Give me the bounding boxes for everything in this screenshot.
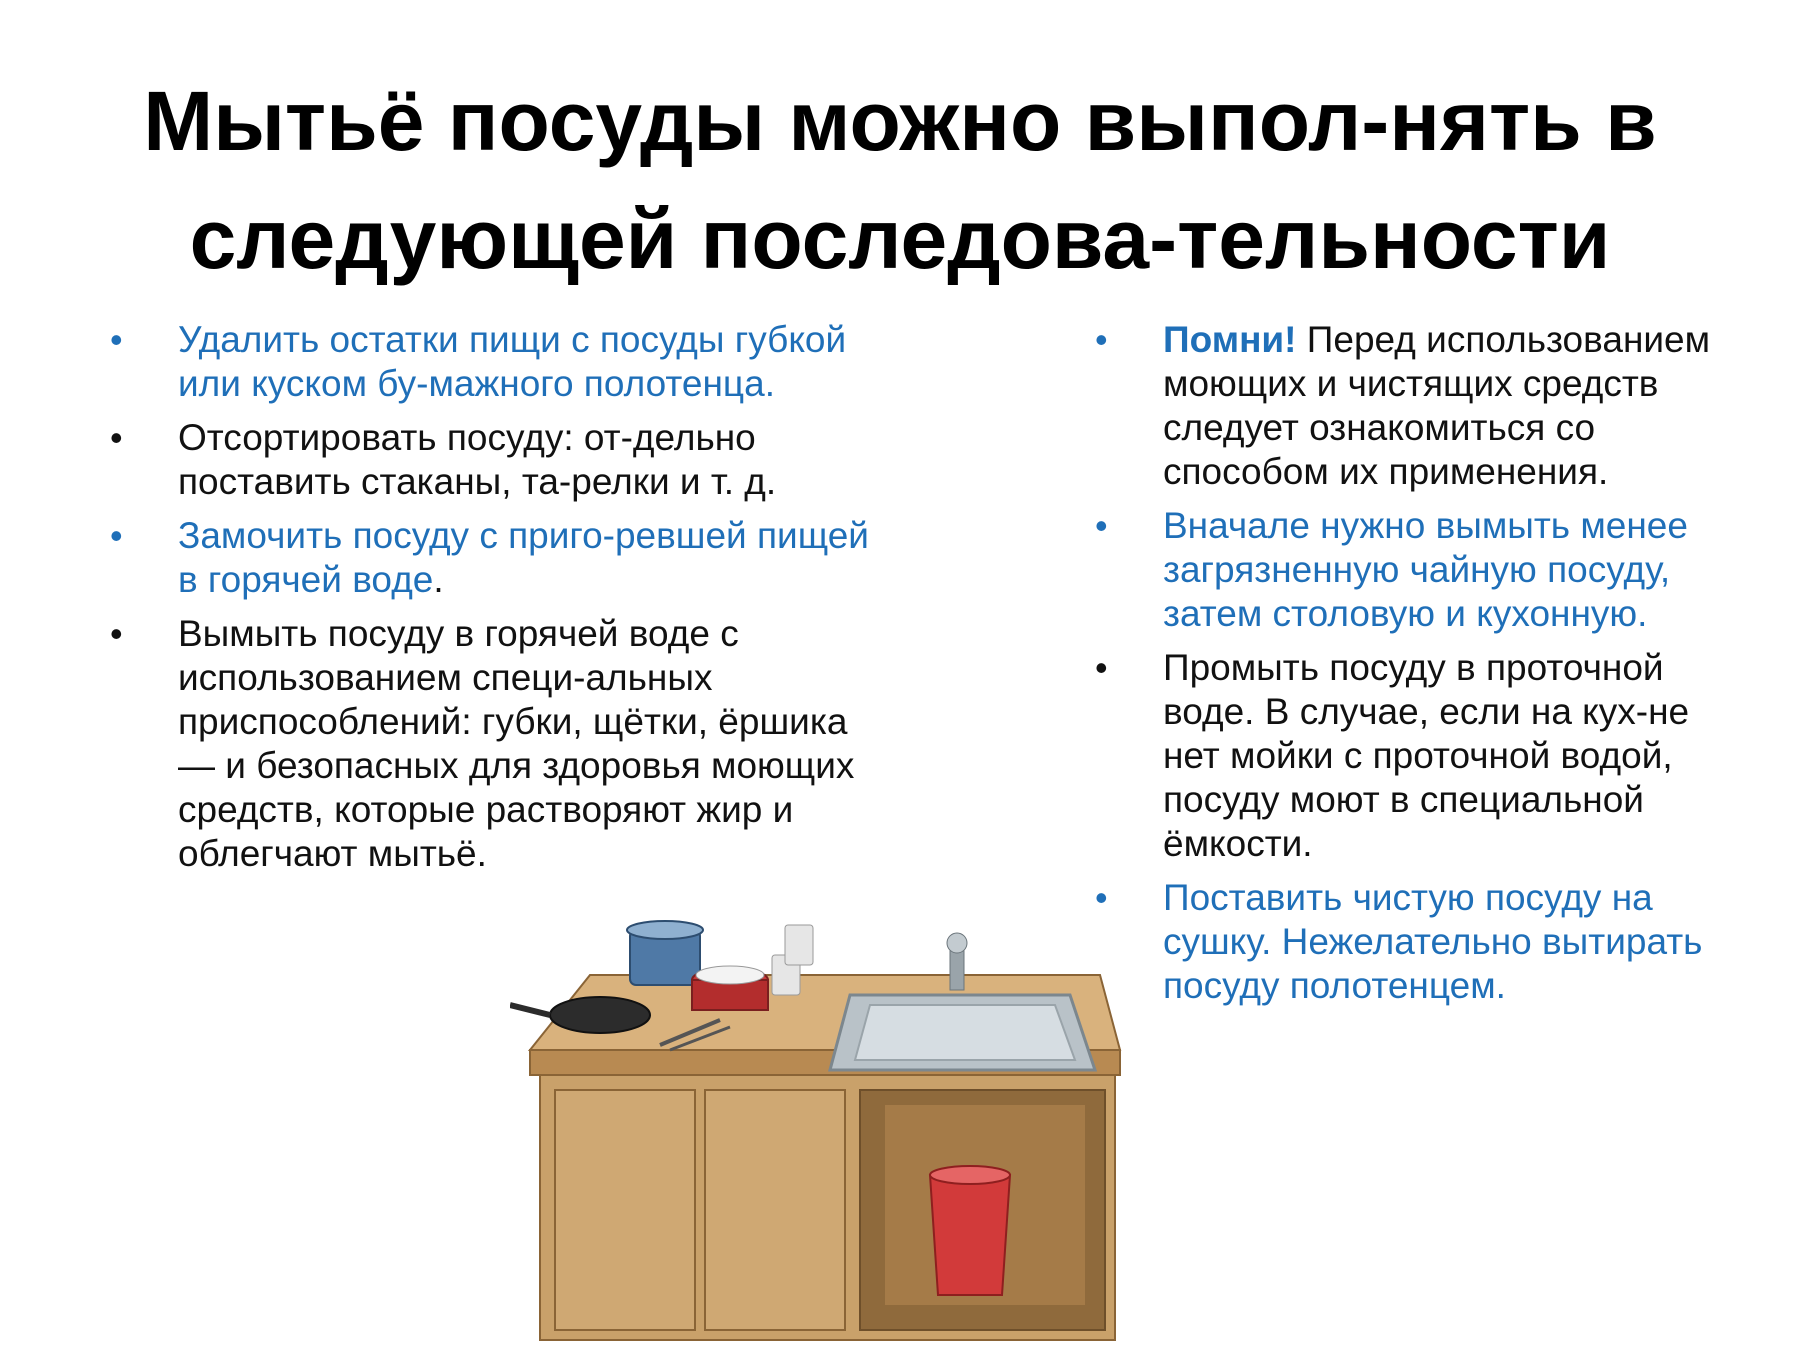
bullet-text: Удалить остатки пищи с посуды губкой или куском бу-мажного полотенца. <box>178 319 847 404</box>
bullet-icon: • <box>110 417 123 458</box>
bullet-icon: • <box>1095 319 1108 360</box>
bullet-text: Отсортировать посуду: от-дельно поставить стаканы, та-релки и т. д. <box>178 417 777 502</box>
bullet-icon: • <box>1095 505 1108 546</box>
bullet-text: Замочить посуду с приго-ревшей пищей в горячей воде <box>178 515 869 600</box>
bullet-icon: • <box>110 515 123 556</box>
slide-title <box>60 62 1740 298</box>
bullet-text: Перед использованием моющих и чистящих средств следует ознакомиться со способом их применения. <box>1163 319 1711 492</box>
bullet-item <box>110 612 870 876</box>
bullet-text: Поставить чистую посуду на сушку. Нежелательно вытирать посуду полотенцем. <box>1163 877 1703 1006</box>
bullet-item <box>110 416 870 504</box>
bullet-text: Вначале нужно вымыть менее загрязненную чайную посуду, затем столовую и кухонную. <box>1163 505 1688 634</box>
bullet-text-tail: . <box>433 559 444 600</box>
bullet-text: Вымыть посуду в горячей воде с использованием специ-альных приспособлений: губки, щётки, ёршика — и безопасных для здоровья моющих средств, которые растворяют жир и облегчают мытьё. <box>178 613 855 874</box>
bullet-text: Промыть посуду в проточной воде. В случае, если на кух-не нет мойки с проточной водой, посуду моют в специальной ёмкости. <box>1163 647 1690 864</box>
bullet-item <box>1095 646 1735 866</box>
kitchen-counter-icon <box>510 905 1130 1345</box>
bullet-icon: • <box>1095 877 1108 918</box>
right-column <box>1095 318 1735 1018</box>
bullet-item <box>1095 876 1735 1008</box>
title-line-1: Мытьё посуды можно выпол-нять в <box>143 74 1657 168</box>
bullet-icon: • <box>110 613 123 654</box>
bullet-icon: • <box>110 319 123 360</box>
kitchen-counter-illustration <box>510 905 1130 1345</box>
bullet-item <box>110 514 870 602</box>
left-column <box>110 318 870 886</box>
bullet-item <box>1095 504 1735 636</box>
bullet-lead: Помни! <box>1163 319 1297 360</box>
left-bullet-list <box>110 318 870 876</box>
right-bullet-list <box>1095 318 1735 1008</box>
bullet-item <box>110 318 870 406</box>
bullet-icon: • <box>1095 647 1108 688</box>
bullet-item <box>1095 318 1735 494</box>
title-line-2: следующей последова-тельности <box>189 192 1611 286</box>
